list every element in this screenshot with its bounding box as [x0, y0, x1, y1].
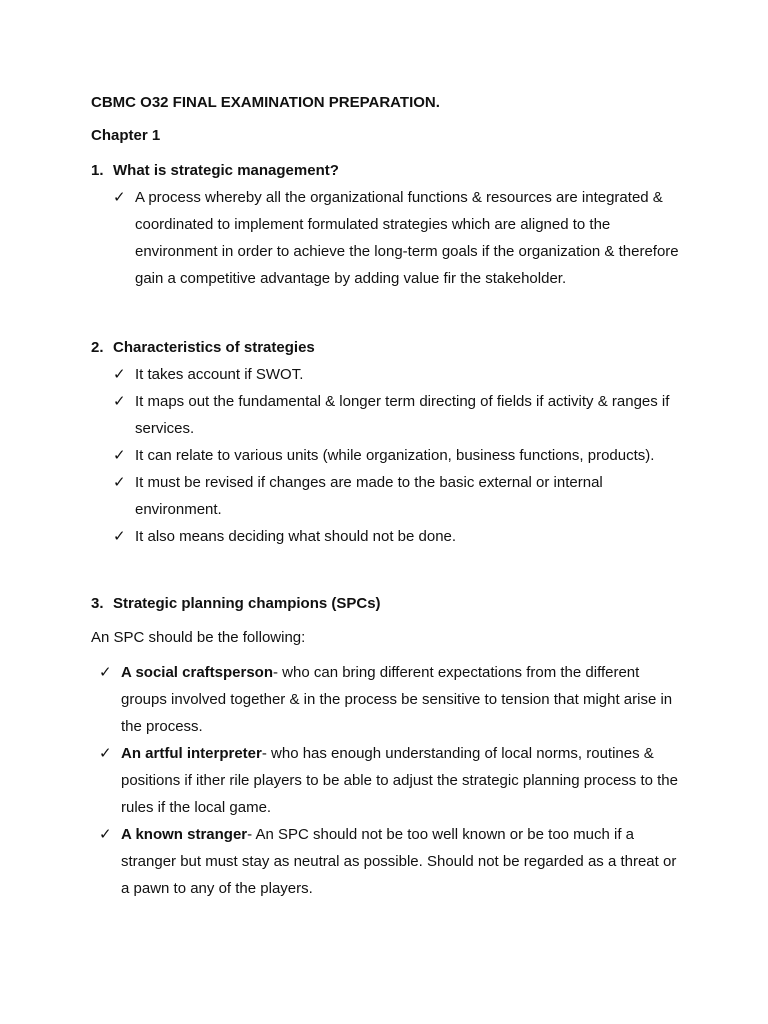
checkmark-icon: ✓ [113, 473, 126, 491]
list-item-text: A process whereby all the organizational functions & resources are integrated & coordinated to implement formulated strategies which are aligned to the environment in order to achieve the long-term goals if the organization & therefore gain a competitive advantage by adding value fir the stakeholder. [135, 189, 679, 287]
term: A known stranger [121, 826, 248, 843]
list-item-text: It also means deciding what should not be done. [135, 528, 457, 545]
list-item [113, 469, 688, 523]
list-item [113, 361, 688, 388]
section-intro: An SPC should be the following: [91, 629, 306, 646]
list-item [99, 740, 684, 821]
list-item [113, 442, 688, 469]
list-item [99, 659, 684, 740]
checkmark-icon: ✓ [99, 744, 112, 762]
question-number: 3. [91, 595, 104, 612]
term-description: - who can bring different expectations from the different groups involved together & in the process be sensitive to tension that might arise in the process. [121, 664, 673, 735]
document-title: CBMC O32 FINAL EXAMINATION PREPARATION. [91, 94, 440, 111]
list-item [113, 388, 688, 442]
list-item-text: It can relate to various units (while organization, business functions, products). [135, 447, 655, 464]
list-item [113, 523, 688, 550]
term-description: - who has enough understanding of local norms, routines & positions if ither rile players to be able to adjust the strategic planning process to the rules if the local game. [121, 745, 678, 816]
checkmark-icon: ✓ [99, 663, 112, 681]
list-item [99, 821, 684, 902]
list-item-text: It maps out the fundamental & longer term directing of fields if activity & ranges if services. [135, 393, 670, 437]
checkmark-icon: ✓ [113, 365, 126, 383]
question-text: Characteristics of strategies [113, 339, 315, 356]
list-item-text: It takes account if SWOT. [135, 366, 304, 383]
checkmark-icon: ✓ [113, 527, 126, 545]
question-2-heading [91, 334, 315, 361]
question-number: 2. [91, 339, 104, 356]
list-item [113, 184, 683, 292]
question-number: 1. [91, 162, 104, 179]
question-text: What is strategic management? [113, 162, 339, 179]
question-3-list [99, 659, 684, 902]
term-description: - An SPC should not be too well known or be too much if a stranger but must stay as neutral as possible. Should not be regarded as a threat or a pawn to any of the players. [121, 826, 677, 897]
question-3-heading [91, 590, 381, 617]
question-1-list [113, 184, 683, 292]
checkmark-icon: ✓ [113, 446, 126, 464]
checkmark-icon: ✓ [113, 392, 126, 410]
checkmark-icon: ✓ [99, 825, 112, 843]
list-item-text: It must be revised if changes are made to the basic external or internal environment. [135, 474, 603, 518]
term: An artful interpreter [121, 745, 262, 762]
checkmark-icon: ✓ [113, 188, 126, 206]
question-2-list [113, 361, 688, 550]
chapter-heading: Chapter 1 [91, 127, 161, 144]
term: A social craftsperson [121, 664, 273, 681]
question-1-heading [91, 157, 339, 184]
question-text: Strategic planning champions (SPCs) [113, 595, 381, 612]
